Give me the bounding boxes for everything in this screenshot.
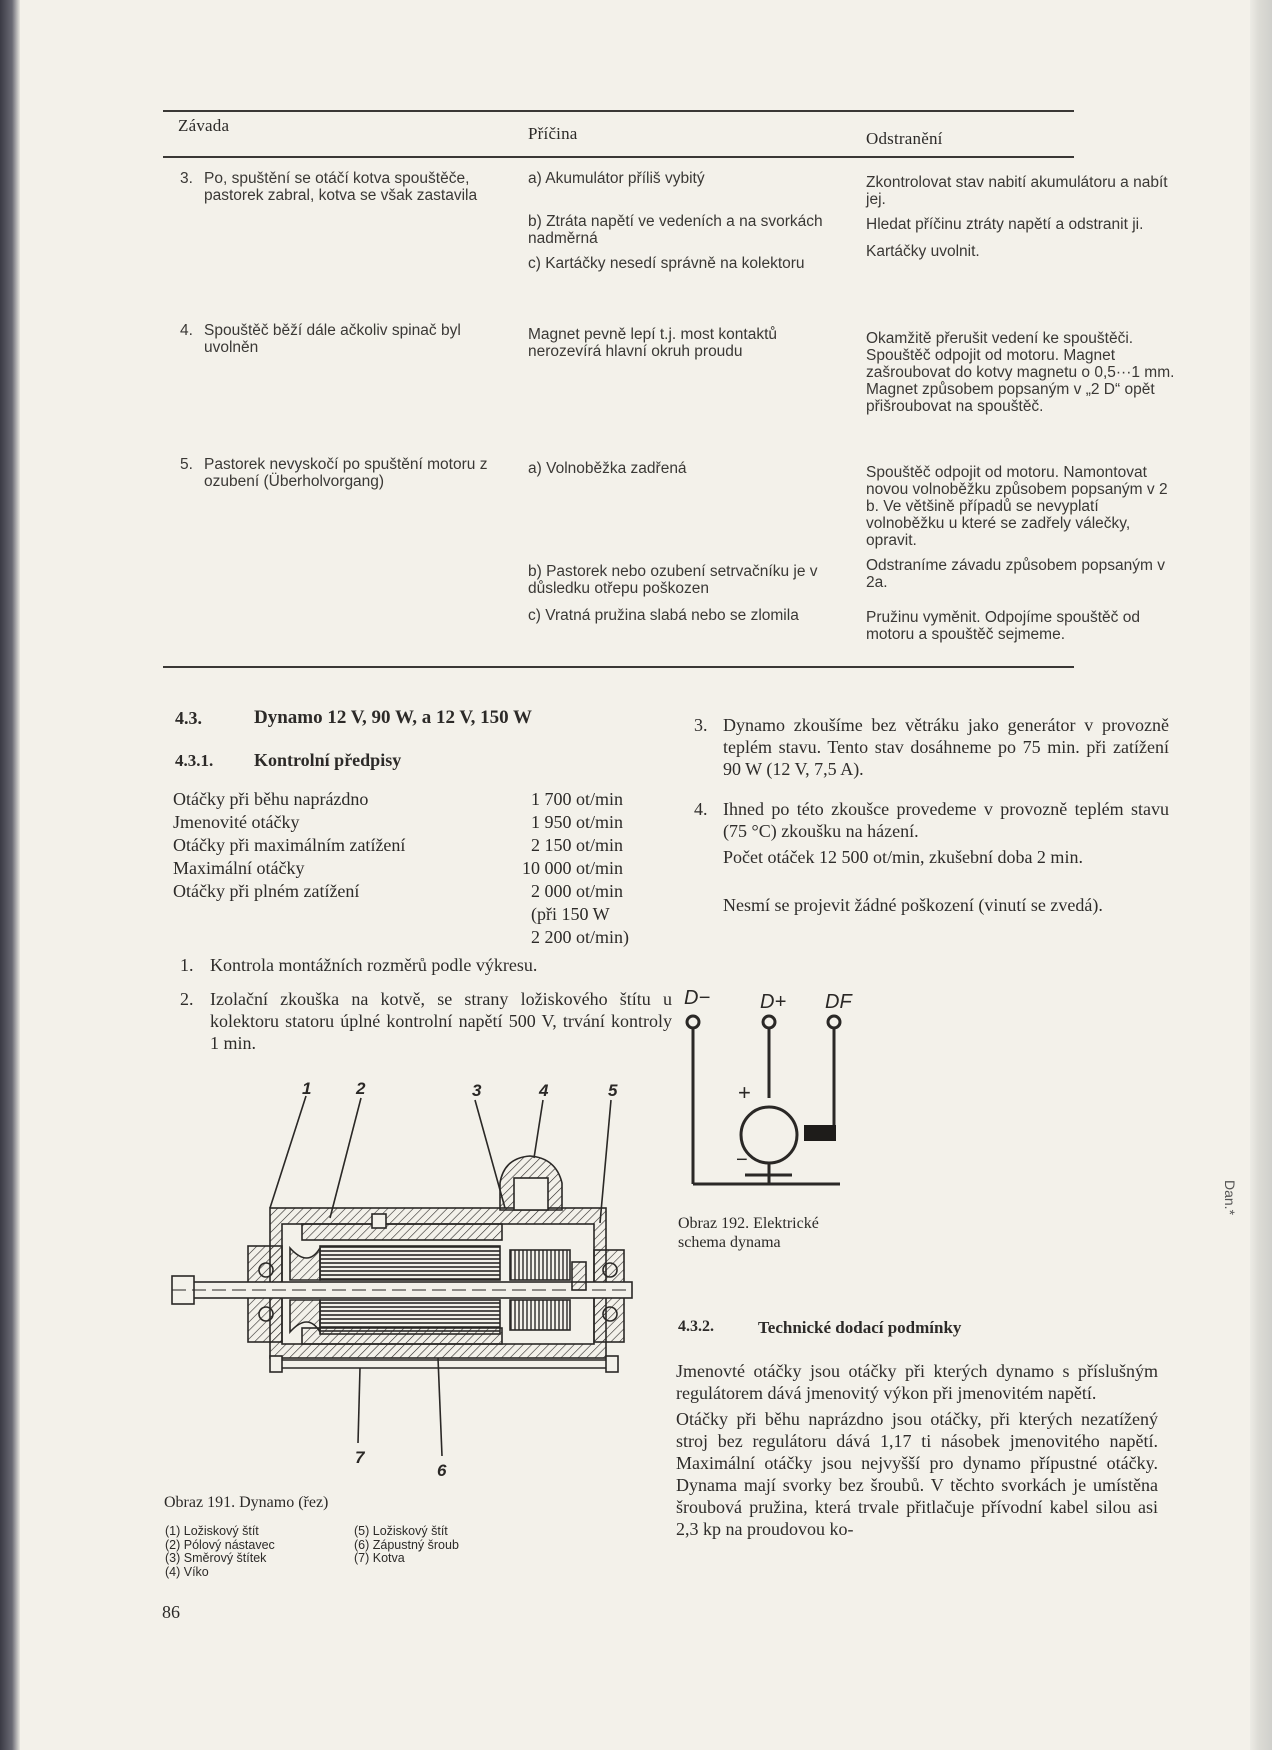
- part-label: 5: [608, 1081, 618, 1100]
- part-label: 4: [539, 1081, 549, 1100]
- table-row: [180, 322, 193, 339]
- terminal-dplus: [763, 1016, 775, 1028]
- table-header-rule: [163, 156, 1074, 158]
- header-fault: Závada: [178, 116, 230, 135]
- part-label: 7: [355, 1448, 365, 1467]
- check-item: 2.: [180, 989, 194, 1009]
- field-winding: [804, 1125, 836, 1141]
- part-label: 2: [356, 1079, 366, 1098]
- page-number: 86: [162, 1602, 180, 1622]
- check-item: 3.: [694, 715, 708, 735]
- check-text: Počet otáček 12 500 ot/min, zkušební doba 2 min.: [723, 847, 1083, 867]
- terminal-dminus: [687, 1016, 699, 1028]
- figure-caption: Obraz 192. Elektrické schema dynama: [678, 1215, 819, 1251]
- spec-label: Maximální otáčky: [173, 858, 305, 878]
- remedy-cell: Zkontrolovat stav nabití akumulátoru a nabít jej. Hledat příčinu ztráty napětí a odstranit ji. Kartáčky uvolnit.: [866, 174, 1168, 260]
- row-number: 5.: [180, 456, 193, 473]
- dynamo-cross-section: [170, 1078, 650, 1494]
- margin-mark: Dan.*: [1222, 1180, 1238, 1216]
- part-label: 1: [302, 1079, 312, 1098]
- electric-schema: [670, 980, 870, 1200]
- cause-cell: Magnet pevně lepí t.j. most kontaktů nerozevírá hlavní okruh proudu: [528, 326, 777, 360]
- part-label: 6: [437, 1461, 447, 1480]
- spec-value: 1 950 ot/min: [531, 812, 624, 832]
- table-bottom-rule: [163, 666, 1074, 668]
- spec-value: 2 150 ot/min: [531, 835, 624, 855]
- remedy-cell: Spouštěč odpojit od motoru. Namontovat novou volnoběžku způsobem popsaným v 2 b. Ve většině případů se nevyplatí volnoběžku u které se zadřely válečky, opravit. Odstraníme závadu způsobem popsaným v 2a. Pružinu vyměnit. Odpojíme spouštěč od motoru a spouštěč sejmeme.: [866, 464, 1168, 643]
- row-number: 3.: [180, 170, 193, 187]
- remedy-cell: Okamžitě přerušit vedení ke spouštěči. Spouštěč odpojit od motoru. Magnet zašroubovat do kotvy magnetu o 0,5···1 mm. Magnet způsobem popsaným v „2 D“ opět přišroubovat na spouštěč.: [866, 330, 1175, 415]
- check-text: Izolační zkouška na kotvě, se strany ložiskového štítu u kolektoru statoru úplné kontrolní napětí 500 V, trvání kontroly 1 min.: [210, 989, 672, 1053]
- figure-legend-right: (5) Ložiskový štít (6) Zápustný šroub (7) Kotva: [354, 1524, 459, 1565]
- spec-value: 2 000 ot/min: [531, 881, 624, 901]
- check-text: Ihned po této zkoušce provedeme v provozně teplém stavu (75 °C) zkoušku na házení.: [723, 799, 1169, 841]
- section-title: Dynamo 12 V, 90 W, a 12 V, 150 W: [254, 707, 533, 728]
- fault-cell: Spouštěč běží dále ačkoliv spinač byl uvolněn: [204, 322, 461, 356]
- section-number: 4.3.: [175, 708, 202, 728]
- subsection-title: Technické dodací podmínky: [758, 1318, 962, 1337]
- header-remedy: Odstranění: [866, 129, 943, 148]
- spec-value: 1 700 ot/min: [531, 789, 624, 809]
- plus-sign: +: [738, 1080, 751, 1105]
- table-row: [180, 456, 193, 473]
- header-cause: Příčina: [528, 124, 578, 143]
- check-text: Nesmí se projevit žádné poškození (vinutí se zvedá).: [723, 895, 1103, 915]
- spec-value: 2 200 ot/min): [531, 927, 629, 947]
- terminal-label: D+: [760, 991, 787, 1013]
- table-row: [180, 170, 193, 187]
- part-label: 3: [472, 1081, 482, 1100]
- terminal-label: D−: [684, 987, 711, 1009]
- row-number: 4.: [180, 322, 193, 339]
- terminal-df: [828, 1016, 840, 1028]
- terminal-label: DF: [825, 991, 852, 1013]
- check-text: Kontrola montážních rozměrů podle výkresu.: [210, 955, 538, 975]
- spec-label: Otáčky při maximálním zatížení: [173, 835, 406, 855]
- subsection-number: 4.3.1.: [175, 751, 214, 770]
- check-item: 1.: [180, 955, 194, 975]
- figure-caption: Obraz 191. Dynamo (řez): [164, 1494, 329, 1511]
- cause-cell: a) Akumulátor příliš vybitý b) Ztráta napětí ve vedeních a na svorkách nadměrná c) Kartáčky nesedí správně na kolektoru: [528, 170, 823, 272]
- spec-value: 10 000 ot/min: [522, 858, 624, 878]
- subsection-title: Kontrolní předpisy: [254, 750, 402, 770]
- book-spine-shadow: [0, 0, 20, 1750]
- fault-cell: Pastorek nevyskočí po spuštění motoru z ozubení (Überholvorgang): [204, 456, 488, 490]
- spec-label: Otáčky při plném zatížení: [173, 881, 360, 901]
- next-page-edge: [1250, 0, 1272, 1750]
- spec-label: Jmenovité otáčky: [173, 812, 300, 832]
- cause-cell: a) Volnoběžka zadřená b) Pastorek nebo ozubení setrvačníku je v důsledku otřepu poškozen c) Vratná pružina slabá nebo se zlomila: [528, 460, 818, 624]
- check-item: 4.: [694, 799, 708, 819]
- section-text: Jmenovté otáčky jsou otáčky při kterých dynamo s příslušným regulátorem dává jmenovitý výkon při jmenovitém napětí. Otáčky při běhu naprázdno jsou otáčky, při kterých nezatížený stroj bez regulátoru dává 1,17 ti násobek jmenovitého napětí. Maximální otáčky jsou nejvyšší pro dynamo přípustné otáčky. Dynama mají svorky bez šroubů. V těchto svorkách je umístěna šroubová pružina, která trvale přitlačuje přívodní kabel silou asi 2,3 kp na proudovou ko-: [676, 1361, 1158, 1539]
- table-top-rule: [163, 110, 1074, 112]
- subsection-number: 4.3.2.: [678, 1318, 714, 1335]
- spec-value: (při 150 W: [531, 904, 610, 924]
- armature-symbol: [741, 1107, 797, 1163]
- spec-label: Otáčky při běhu naprázdno: [173, 789, 369, 809]
- minus-sign: −: [736, 1149, 748, 1171]
- figure-legend-left: (1) Ložiskový štít (2) Pólový nástavec (3) Směrový štítek (4) Víko: [165, 1524, 275, 1579]
- fault-cell: Po, spuštění se otáčí kotva spouštěče, pastorek zabral, kotva se však zastavila: [204, 170, 478, 204]
- check-text: Dynamo zkoušíme bez větráku jako generátor v provozně teplém stavu. Tento stav dosáhneme po 75 min. při zatížení 90 W (12 V, 7,5 A).: [723, 715, 1169, 779]
